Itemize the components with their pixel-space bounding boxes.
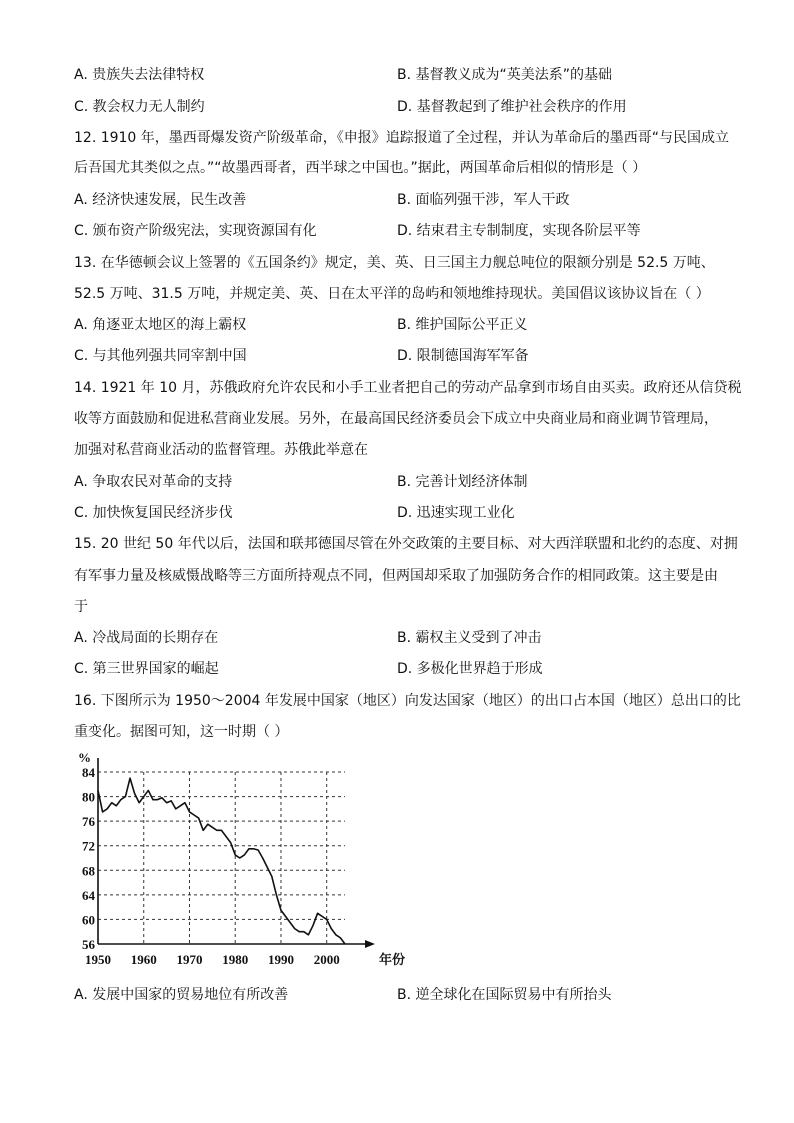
x-tick-label: 1990 [267, 952, 294, 967]
y-tick-label: 76 [82, 814, 95, 830]
x-tick-label: 1980 [222, 952, 249, 967]
q14-stem-line2: 收等方面鼓励和促进私营商业发展。另外，在最高国民经济委员会下成立中央商业局和商业调节管理局， [74, 411, 718, 427]
export-share-line-chart [70, 748, 410, 978]
y-tick-label: 56 [82, 937, 95, 952]
q15-option-b: B. 霸权主义受到了冲击 [397, 630, 542, 646]
q12-stem-line1: 12. 1910 年，墨西哥爆发资产阶级革命，《申报》追踪报道了全过程，并认为革命后的墨西哥“与民国成立 [74, 130, 730, 146]
y-tick-label: 64 [82, 887, 95, 903]
q14-option-b: B. 完善计划经济体制 [397, 474, 528, 490]
x-axis-arrow [365, 940, 375, 948]
chart-ticks [82, 765, 340, 967]
q11-option-c: C. 教会权力无人制约 [74, 99, 205, 115]
q15-option-d: D. 多极化世界趋于形成 [397, 661, 543, 677]
q13-option-b: B. 维护国际公平正义 [397, 317, 528, 333]
q13-stem-line2: 52.5 万吨、31.5 万吨，并规定美、英、日在太平洋的岛屿和领地维持现状。美国倡议该协议旨在（ ） [74, 286, 710, 302]
q14-option-d: D. 迅速实现工业化 [397, 505, 515, 521]
x-tick-label: 2000 [313, 952, 340, 967]
q16-stem-line2: 重变化。据图可知，这一时期（ ） [74, 724, 289, 740]
q14-stem-line3: 加强对私营商业活动的监督管理。苏俄此举意在 [74, 442, 368, 458]
q16-stem-line1: 16. 下图所示为 1950～2004 年发展中国家（地区）向发达国家（地区）的出口占本国（地区）总出口的比 [74, 693, 741, 709]
x-tick-label: 1960 [130, 952, 157, 967]
q12-option-c: C. 颁布资产阶级宪法，实现资源国有化 [74, 223, 317, 239]
y-tick-label: 80 [82, 789, 95, 805]
q12-stem-line2: 后吾国尤其类似之点。”“故墨西哥者，西半球之中国也。”据此，两国革命后相似的情形是（ ） [74, 160, 647, 176]
y-tick-label: 84 [82, 765, 95, 780]
x-axis-title: 年份 [379, 952, 406, 967]
q15-stem-line2: 有军事力量及核威慑战略等三方面所持观点不同，但两国却采取了加强防务合作的相同政策。这主要是由 [74, 568, 718, 584]
x-tick-label: 1950 [85, 952, 111, 967]
q11-option-b: B. 基督教义成为“英美法系”的基础 [397, 67, 613, 83]
q12-option-d: D. 结束君主专制制度，实现各阶层平等 [397, 223, 641, 239]
q14-option-c: C. 加快恢复国民经济步伐 [74, 505, 233, 521]
q16-option-a: A. 发展中国家的贸易地位有所改善 [74, 987, 289, 1003]
y-axis-unit-label: % [78, 750, 91, 765]
y-tick-label: 68 [82, 863, 95, 879]
q13-option-c: C. 与其他列强共同宰割中国 [74, 348, 247, 364]
q14-stem-line1: 14. 1921 年 10 月，苏俄政府允许农民和小手工业者把自己的劳动产品拿到市场自由买卖。政府还从信贷税 [74, 380, 742, 396]
q15-stem-line3: 于 [74, 599, 88, 615]
q15-option-a: A. 冷战局面的长期存在 [74, 630, 219, 646]
x-tick-label: 1970 [176, 952, 203, 967]
chart-grid [98, 772, 345, 944]
q15-stem-line1: 15. 20 世纪 50 年代以后，法国和联邦德国尽管在外交政策的主要目标、对大西洋联盟和北约的态度、对拥 [74, 536, 738, 552]
q13-stem-line1: 13. 在华德顿会议上签署的《五国条约》规定，美、英、日三国主力舰总吨位的限额分别是 52.5 万吨、 [74, 255, 715, 271]
q13-option-a: A. 角逐亚太地区的海上霸权 [74, 317, 247, 333]
q12-option-a: A. 经济快速发展，民生改善 [74, 192, 247, 208]
y-tick-label: 72 [82, 838, 95, 854]
q15-option-c: C. 第三世界国家的崛起 [74, 661, 219, 677]
q13-option-d: D. 限制德国海军军备 [397, 348, 529, 364]
q14-option-a: A. 争取农民对革命的支持 [74, 474, 233, 490]
y-tick-label: 60 [82, 912, 95, 928]
q11-option-d: D. 基督教起到了维护社会秩序的作用 [397, 99, 627, 115]
q16-option-b: B. 逆全球化在国际贸易中有所抬头 [397, 987, 612, 1003]
q12-option-b: B. 面临列强干涉，军人干政 [397, 192, 570, 208]
q11-option-a: A. 贵族失去法律特权 [74, 67, 205, 83]
